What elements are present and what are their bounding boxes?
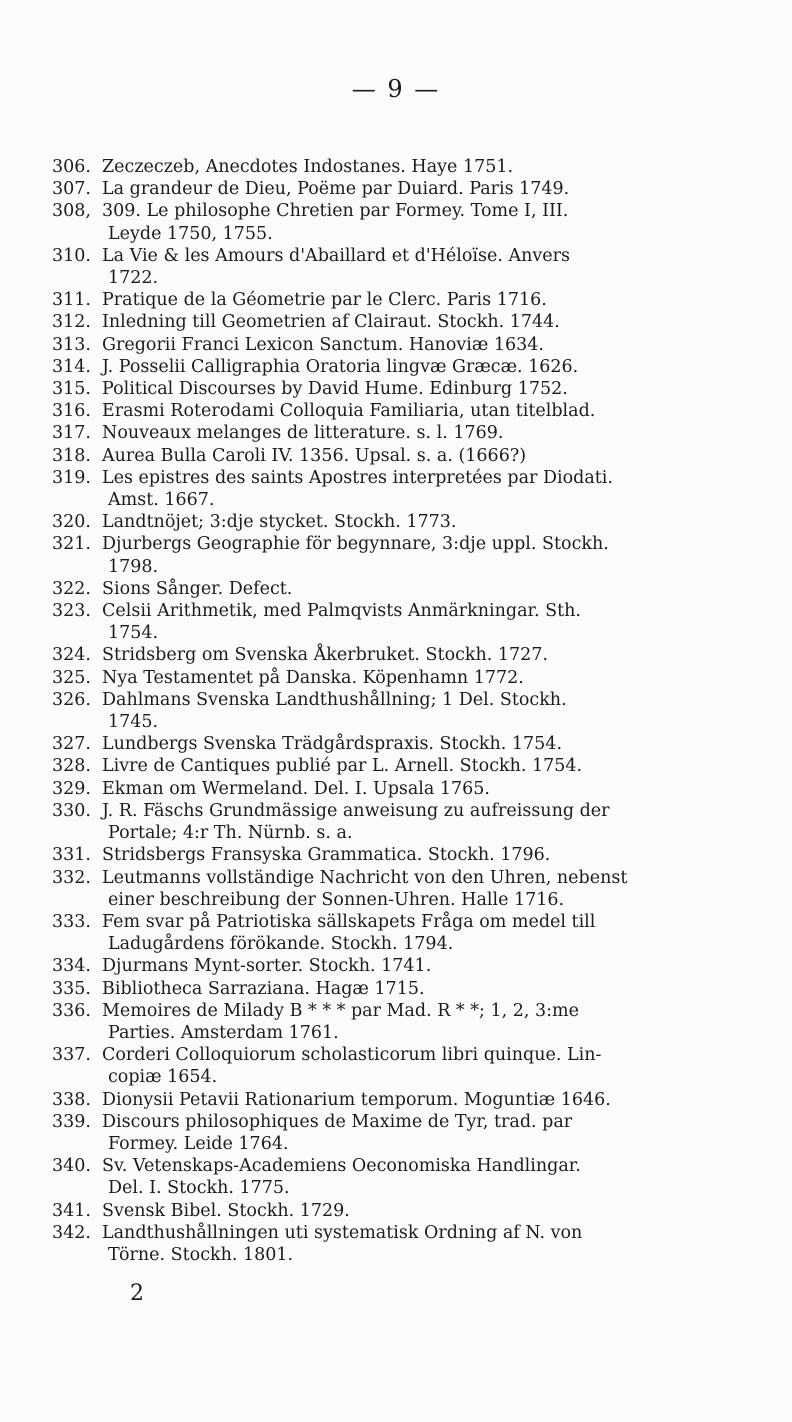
catalog-entry — [52, 578, 762, 600]
entry-text — [102, 1200, 762, 1222]
entry-text — [102, 400, 762, 422]
entry-line: Gregorii Franci Lexicon Sanctum. Hanoviæ 1634. — [102, 334, 544, 355]
entry-continuation-line: 1798. — [108, 556, 159, 577]
entry-number: 332. — [52, 867, 91, 888]
entry-number: 341. — [52, 1200, 91, 1221]
entry-text — [102, 156, 762, 178]
entry-number: 324. — [52, 645, 91, 666]
catalog-entry — [52, 667, 762, 689]
catalog-entry — [52, 1155, 762, 1199]
entry-number: 334. — [52, 956, 91, 977]
entry-number: 313. — [52, 334, 91, 355]
entry-text — [102, 1044, 762, 1088]
entry-line: Aurea Bulla Caroli IV. 1356. Upsal. s. a. (1666?) — [102, 445, 527, 466]
catalog-entry — [52, 200, 762, 244]
entry-continuation-line: Del. I. Stockh. 1775. — [108, 1178, 290, 1199]
entry-text — [102, 733, 762, 755]
entry-number: 308, — [52, 201, 91, 222]
entry-number: 312. — [52, 312, 91, 333]
entry-line: Sv. Vetenskaps-Academiens Oeconomiska Handlingar. — [102, 1156, 581, 1177]
entry-text — [102, 422, 762, 444]
entry-number: 335. — [52, 978, 91, 999]
entry-line: Corderi Colloquiorum scholasticorum libri quinque. Lin- — [102, 1045, 602, 1066]
entry-number: 336. — [52, 1000, 91, 1021]
entry-line: Ekman om Wermeland. Del. I. Upsala 1765. — [102, 778, 490, 799]
catalog-entry — [52, 978, 762, 1000]
catalog-entry — [52, 644, 762, 666]
entry-continuation-line: Leyde 1750, 1755. — [108, 223, 273, 244]
entry-line: Nya Testamentet på Danska. Köpenhamn 1772. — [102, 667, 524, 688]
catalog-entry — [52, 245, 762, 289]
catalog-entry — [52, 1111, 762, 1155]
catalog-entry — [52, 356, 762, 378]
entry-number: 307. — [52, 179, 91, 200]
catalog-entry — [52, 689, 762, 733]
entry-number: 339. — [52, 1111, 91, 1132]
catalog-entry — [52, 156, 762, 178]
entry-number: 319. — [52, 467, 91, 488]
entry-line: Erasmi Roterodami Colloquia Familiaria, utan titelblad. — [102, 401, 596, 422]
entry-text — [102, 578, 762, 600]
entry-number: 323. — [52, 601, 91, 622]
entry-line: Leutmanns vollständige Nachricht von den Uhren, nebenst — [102, 867, 628, 888]
catalog-entry — [52, 511, 762, 533]
entry-line: J. Posselii Calligraphia Oratoria lingvæ Græcæ. 1626. — [102, 356, 579, 377]
entry-number: 316. — [52, 401, 91, 422]
entry-text — [102, 1222, 762, 1266]
entry-number: 322. — [52, 578, 91, 599]
page-number: — 9 — — [351, 75, 441, 103]
entry-text — [102, 755, 762, 777]
entry-line: Zeczeczeb, Anecdotes Indostanes. Haye 1751. — [102, 157, 514, 177]
catalog-entry — [52, 467, 762, 511]
entry-number: 333. — [52, 911, 91, 932]
entry-line: La Vie & les Amours d'Abaillard et d'Héloïse. Anvers — [102, 245, 570, 266]
entry-continuation-line: copiæ 1654. — [108, 1067, 218, 1088]
entry-text — [102, 978, 762, 1000]
entry-number: 311. — [52, 290, 91, 311]
entry-text — [102, 911, 762, 955]
entry-number: 326. — [52, 689, 91, 710]
entry-line: Landtnöjet; 3:dje stycket. Stockh. 1773. — [102, 512, 457, 533]
entry-continuation-line: 1722. — [108, 268, 159, 289]
signature-mark: 2 — [130, 1281, 144, 1306]
catalog-list — [52, 156, 762, 1266]
catalog-entry — [52, 600, 762, 644]
entry-number: 338. — [52, 1089, 91, 1110]
entry-text — [102, 378, 762, 400]
entry-line: Svensk Bibel. Stockh. 1729. — [102, 1200, 350, 1221]
entry-number: 330. — [52, 800, 91, 821]
entry-line: Pratique de la Géometrie par le Clerc. Paris 1716. — [102, 290, 547, 311]
entry-text — [102, 445, 762, 467]
catalog-entry — [52, 844, 762, 866]
entry-number: 310. — [52, 245, 91, 266]
entry-continuation-line: Portale; 4:r Th. Nürnb. s. a. — [108, 823, 353, 844]
entry-line: Djurmans Mynt-sorter. Stockh. 1741. — [102, 956, 432, 977]
entry-text — [102, 1155, 762, 1199]
entry-continuation-line: 1754. — [108, 623, 159, 644]
entry-number: 314. — [52, 356, 91, 377]
catalog-entry — [52, 378, 762, 400]
entry-continuation-line: Amst. 1667. — [108, 490, 215, 511]
entry-number: 320. — [52, 512, 91, 533]
entry-text — [102, 867, 762, 911]
catalog-entry — [52, 445, 762, 467]
entry-line: Djurbergs Geographie för begynnare, 3:dje uppl. Stockh. — [102, 534, 609, 555]
catalog-entry — [52, 1222, 762, 1266]
entry-text — [102, 778, 762, 800]
catalog-entry — [52, 289, 762, 311]
catalog-entry — [52, 733, 762, 755]
entry-text — [102, 1111, 762, 1155]
entry-text — [102, 356, 762, 378]
entry-line: La grandeur de Dieu, Poëme par Duiard. Paris 1749. — [102, 179, 570, 200]
entry-text — [102, 600, 762, 644]
entry-line: Landthushållningen uti systematisk Ordning af N. von — [102, 1222, 583, 1243]
entry-text — [102, 644, 762, 666]
entry-number: 328. — [52, 756, 91, 777]
entry-text — [102, 311, 762, 333]
entry-number: 317. — [52, 423, 91, 444]
catalog-entry — [52, 911, 762, 955]
entry-continuation-line: 1745. — [108, 712, 159, 733]
entry-line: Stridsberg om Svenska Åkerbruket. Stockh. 1727. — [102, 645, 549, 666]
entry-continuation-line: Parties. Amsterdam 1761. — [108, 1022, 339, 1043]
entry-number: 331. — [52, 845, 91, 866]
entry-line: Livre de Cantiques publié par L. Arnell. Stockh. 1754. — [102, 756, 583, 777]
entry-number: 329. — [52, 778, 91, 799]
entry-number: 325. — [52, 667, 91, 688]
entry-text — [102, 334, 762, 356]
entry-text — [102, 955, 762, 977]
entry-line: Dahlmans Svenska Landthushållning; 1 Del. Stockh. — [102, 689, 567, 710]
catalog-entry — [52, 800, 762, 844]
entry-number: 321. — [52, 534, 91, 555]
entry-text — [102, 178, 762, 200]
entry-text — [102, 1000, 762, 1044]
entry-line: 309. Le philosophe Chretien par Formey. Tome I, III. — [102, 201, 569, 222]
catalog-entry — [52, 867, 762, 911]
catalog-entry — [52, 311, 762, 333]
entry-continuation-line: einer beschreibung der Sonnen-Uhren. Halle 1716. — [108, 889, 565, 910]
catalog-entry — [52, 178, 762, 200]
entry-line: Political Discourses by David Hume. Edinburg 1752. — [102, 379, 568, 400]
entry-continuation-line: Formey. Leide 1764. — [108, 1133, 289, 1154]
entry-number: 327. — [52, 734, 91, 755]
entry-number: 306. — [52, 157, 91, 177]
entry-text — [102, 1089, 762, 1111]
entry-line: Sions Sånger. Defect. — [102, 578, 293, 599]
entry-text — [102, 511, 762, 533]
entry-text — [102, 844, 762, 866]
entry-text — [102, 689, 762, 733]
entry-text — [102, 800, 762, 844]
entry-number: 340. — [52, 1156, 91, 1177]
entry-number: 337. — [52, 1045, 91, 1066]
entry-line: Stridsbergs Fransyska Grammatica. Stockh. 1796. — [102, 845, 551, 866]
catalog-entry — [52, 1000, 762, 1044]
entry-line: Fem svar på Patriotiska sällskapets Fråga om medel till — [102, 911, 596, 932]
entry-line: Nouveaux melanges de litterature. s. l. 1769. — [102, 423, 504, 444]
entry-text — [102, 289, 762, 311]
catalog-entry — [52, 778, 762, 800]
catalog-entry — [52, 1089, 762, 1111]
entry-text — [102, 200, 762, 244]
entry-text — [102, 245, 762, 289]
catalog-entry — [52, 1044, 762, 1088]
catalog-entry — [52, 533, 762, 577]
entry-line: J. R. Fäschs Grundmässige anweisung zu aufreissung der — [102, 800, 610, 821]
entry-line: Inledning till Geometrien af Clairaut. Stockh. 1744. — [102, 312, 560, 333]
catalog-entry — [52, 755, 762, 777]
entry-number: 342. — [52, 1222, 91, 1243]
entry-continuation-line: Ladugårdens förökande. Stockh. 1794. — [108, 934, 454, 955]
entry-number: 315. — [52, 379, 91, 400]
catalog-entry — [52, 422, 762, 444]
entry-text — [102, 533, 762, 577]
entry-number: 318. — [52, 445, 91, 466]
entry-line: Bibliotheca Sarraziana. Hagæ 1715. — [102, 978, 425, 999]
entry-text — [102, 467, 762, 511]
entry-line: Dionysii Petavii Rationarium temporum. Moguntiæ 1646. — [102, 1089, 611, 1110]
entry-line: Lundbergs Svenska Trädgårdspraxis. Stockh. 1754. — [102, 734, 563, 755]
catalog-entry — [52, 334, 762, 356]
catalog-entry — [52, 400, 762, 422]
entry-line: Celsii Arithmetik, med Palmqvists Anmärkningar. Sth. — [102, 601, 581, 622]
entry-line: Discours philosophiques de Maxime de Tyr, trad. par — [102, 1111, 573, 1132]
entry-text — [102, 667, 762, 689]
catalog-entry — [52, 955, 762, 977]
entry-line: Les epistres des saints Apostres interpretées par Diodati. — [102, 467, 613, 488]
entry-line: Memoires de Milady B * * * par Mad. R * *; 1, 2, 3:me — [102, 1000, 579, 1021]
catalog-entry — [52, 1200, 762, 1222]
entry-continuation-line: Törne. Stockh. 1801. — [108, 1244, 294, 1265]
